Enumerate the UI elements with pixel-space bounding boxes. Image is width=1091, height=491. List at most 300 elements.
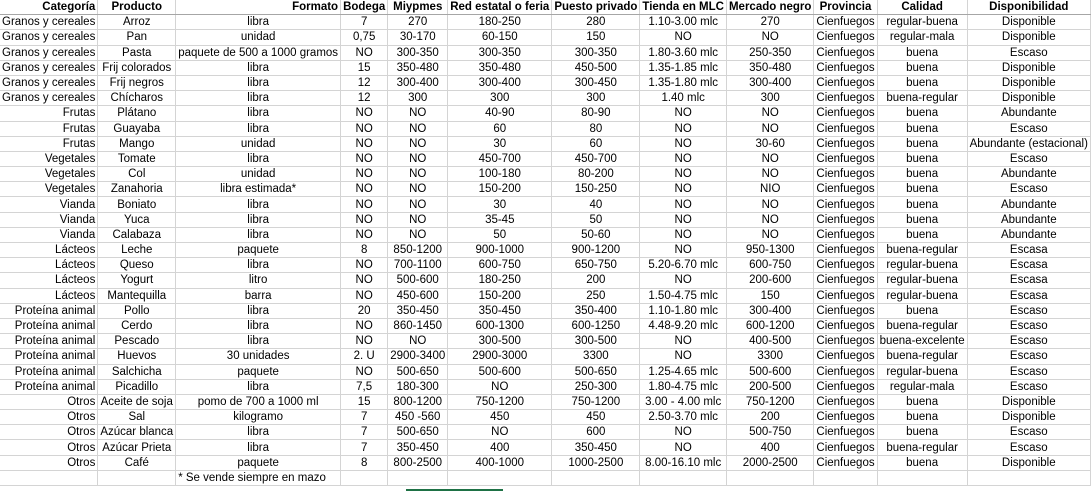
table-cell[interactable]: 500-600 (448, 364, 552, 379)
table-cell[interactable]: 30 unidades (176, 349, 341, 364)
table-cell[interactable]: Salchicha (98, 364, 176, 379)
table-cell[interactable]: 150 (726, 288, 813, 303)
table-cell[interactable]: regular-buena (877, 288, 967, 303)
table-cell[interactable]: 450-700 (552, 151, 640, 166)
table-cell[interactable]: NO (388, 106, 448, 121)
table-cell[interactable]: 3300 (552, 349, 640, 364)
table-cell[interactable]: Disponible (967, 91, 1090, 106)
table-cell[interactable]: NO (388, 197, 448, 212)
table-cell[interactable]: 500-600 (726, 364, 813, 379)
table-cell[interactable]: 350-450 (388, 303, 448, 318)
table-cell[interactable]: 40-90 (448, 106, 552, 121)
table-cell[interactable]: Pescado (98, 334, 176, 349)
table-cell[interactable]: Cienfuegos (814, 45, 877, 60)
table-cell[interactable]: 250-300 (552, 379, 640, 394)
table-cell[interactable]: paquete (176, 455, 341, 470)
table-cell[interactable]: Disponible (967, 75, 1090, 90)
table-cell[interactable]: 600-750 (726, 258, 813, 273)
table-cell[interactable]: libra (176, 334, 341, 349)
table-cell[interactable]: 450 -560 (388, 410, 448, 425)
table-cell[interactable]: Cienfuegos (814, 75, 877, 90)
table-cell[interactable]: libra (176, 91, 341, 106)
table-cell[interactable]: 900-1200 (552, 243, 640, 258)
table-cell[interactable]: NO (640, 106, 727, 121)
table-cell[interactable]: buena (877, 136, 967, 151)
table-cell[interactable]: 450-600 (388, 288, 448, 303)
table-cell[interactable]: pomo de 700 a 1000 ml (176, 394, 341, 409)
column-header[interactable]: Miypmes (388, 0, 448, 15)
table-cell[interactable]: 60-150 (448, 30, 552, 45)
table-cell[interactable]: NO (640, 212, 727, 227)
table-cell[interactable]: 7,5 (341, 379, 388, 394)
table-cell[interactable]: Aceite de soja (98, 394, 176, 409)
table-cell[interactable]: libra (176, 440, 341, 455)
table-cell[interactable]: 150-250 (552, 182, 640, 197)
table-cell[interactable]: buena (877, 45, 967, 60)
table-cell[interactable]: unidad (176, 136, 341, 151)
table-cell[interactable]: Cerdo (98, 318, 176, 333)
table-cell[interactable]: buena (877, 121, 967, 136)
table-cell[interactable]: NO (341, 197, 388, 212)
table-cell[interactable]: Disponible (967, 394, 1090, 409)
table-cell[interactable]: Cienfuegos (814, 258, 877, 273)
table-cell[interactable]: 30-170 (388, 30, 448, 45)
table-cell[interactable]: Cienfuegos (814, 15, 877, 30)
table-cell[interactable]: NO (388, 136, 448, 151)
table-cell[interactable]: 300 (726, 91, 813, 106)
table-cell[interactable]: Calabaza (98, 227, 176, 242)
table-cell[interactable]: Cienfuegos (814, 136, 877, 151)
table-cell[interactable]: Cienfuegos (814, 379, 877, 394)
table-cell[interactable]: Vegetales (0, 151, 98, 166)
table-cell[interactable]: Escaso (967, 318, 1090, 333)
table-cell[interactable]: 300-500 (448, 334, 552, 349)
table-cell[interactable]: Otros (0, 440, 98, 455)
table-cell[interactable]: libra (176, 379, 341, 394)
table-cell[interactable]: buena-regular (877, 318, 967, 333)
table-cell[interactable]: buena (877, 394, 967, 409)
table-cell[interactable]: Azúcar blanca (98, 425, 176, 440)
table-cell[interactable]: 500-650 (388, 364, 448, 379)
table-cell[interactable]: Granos y cereales (0, 60, 98, 75)
table-cell[interactable]: unidad (176, 30, 341, 45)
table-cell[interactable]: 300-350 (552, 45, 640, 60)
table-cell[interactable]: Disponible (967, 60, 1090, 75)
table-cell[interactable]: NO (388, 151, 448, 166)
table-cell[interactable]: 350-400 (552, 303, 640, 318)
table-cell[interactable]: Cienfuegos (814, 121, 877, 136)
table-cell[interactable]: Cienfuegos (814, 303, 877, 318)
table-cell[interactable]: NO (640, 136, 727, 151)
table-cell[interactable]: NO (341, 227, 388, 242)
table-cell[interactable]: 7 (341, 440, 388, 455)
table-cell[interactable]: Frutas (0, 106, 98, 121)
table-cell[interactable]: 800-1200 (388, 394, 448, 409)
table-cell[interactable]: Otros (0, 425, 98, 440)
table-cell[interactable]: Frutas (0, 121, 98, 136)
table-cell[interactable]: Pasta (98, 45, 176, 60)
table-cell[interactable]: kilogramo (176, 410, 341, 425)
table-cell[interactable]: regular-buena (877, 258, 967, 273)
table-cell[interactable]: NO (388, 227, 448, 242)
table-cell[interactable]: 1.80-3.60 mlc (640, 45, 727, 60)
table-cell[interactable]: Frij colorados (98, 60, 176, 75)
table-cell[interactable]: 400-500 (726, 334, 813, 349)
table-cell[interactable]: Cienfuegos (814, 30, 877, 45)
table-cell[interactable]: buena (877, 227, 967, 242)
empty-cell[interactable] (448, 470, 552, 485)
table-cell[interactable]: 650-750 (552, 258, 640, 273)
table-cell[interactable]: Escaso (967, 440, 1090, 455)
table-cell[interactable]: Escaso (967, 349, 1090, 364)
column-header[interactable]: Red estatal o feria (448, 0, 552, 15)
table-cell[interactable]: NO (640, 273, 727, 288)
table-cell[interactable]: 300-450 (552, 75, 640, 90)
table-cell[interactable]: Azúcar Prieta (98, 440, 176, 455)
table-cell[interactable]: Disponible (967, 455, 1090, 470)
table-cell[interactable]: Yuca (98, 212, 176, 227)
table-cell[interactable]: 15 (341, 394, 388, 409)
table-cell[interactable]: Frutas (0, 136, 98, 151)
table-cell[interactable]: regular-mala (877, 30, 967, 45)
table-cell[interactable]: 300-350 (448, 45, 552, 60)
table-cell[interactable]: Cienfuegos (814, 91, 877, 106)
table-cell[interactable]: libra (176, 212, 341, 227)
table-cell[interactable]: 80-90 (552, 106, 640, 121)
column-header[interactable]: Mercado negro (726, 0, 813, 15)
table-cell[interactable]: NO (726, 197, 813, 212)
table-cell[interactable]: NO (640, 227, 727, 242)
table-cell[interactable]: 500-600 (388, 273, 448, 288)
table-cell[interactable]: 180-250 (448, 15, 552, 30)
table-cell[interactable]: 450-700 (448, 151, 552, 166)
table-cell[interactable]: Granos y cereales (0, 15, 98, 30)
table-cell[interactable]: 1.50-4.75 mlc (640, 288, 727, 303)
table-cell[interactable]: libra (176, 318, 341, 333)
table-cell[interactable]: 860-1450 (388, 318, 448, 333)
table-cell[interactable]: 600 (552, 425, 640, 440)
empty-cell[interactable] (640, 470, 727, 485)
table-cell[interactable]: NO (640, 440, 727, 455)
table-cell[interactable]: 7 (341, 425, 388, 440)
table-cell[interactable]: Disponible (967, 410, 1090, 425)
table-cell[interactable]: Escaso (967, 425, 1090, 440)
table-cell[interactable]: NO (726, 151, 813, 166)
table-cell[interactable]: Disponible (967, 15, 1090, 30)
table-cell[interactable]: 400 (448, 440, 552, 455)
table-cell[interactable]: 200-600 (726, 273, 813, 288)
table-cell[interactable]: Leche (98, 243, 176, 258)
table-cell[interactable]: Vianda (0, 212, 98, 227)
table-cell[interactable]: paquete de 500 a 1000 gramos (176, 45, 341, 60)
table-cell[interactable]: 150 (552, 30, 640, 45)
table-cell[interactable]: Granos y cereales (0, 30, 98, 45)
table-cell[interactable]: buena-regular (877, 91, 967, 106)
table-cell[interactable]: Escasa (967, 288, 1090, 303)
table-cell[interactable]: libra (176, 60, 341, 75)
table-cell[interactable]: Escaso (967, 364, 1090, 379)
table-cell[interactable]: 8 (341, 243, 388, 258)
table-cell[interactable]: Frij negros (98, 75, 176, 90)
table-cell[interactable]: Escasa (967, 258, 1090, 273)
table-cell[interactable]: 500-650 (552, 364, 640, 379)
table-cell[interactable]: Abundante (967, 212, 1090, 227)
table-cell[interactable]: NO (341, 364, 388, 379)
table-cell[interactable]: 2. U (341, 349, 388, 364)
table-cell[interactable]: 80-200 (552, 167, 640, 182)
table-cell[interactable]: Sal (98, 410, 176, 425)
table-cell[interactable]: 450-500 (552, 60, 640, 75)
table-cell[interactable]: NO (341, 288, 388, 303)
table-cell[interactable]: Cienfuegos (814, 60, 877, 75)
table-cell[interactable]: libra (176, 151, 341, 166)
table-cell[interactable]: 3300 (726, 349, 813, 364)
table-cell[interactable]: Cienfuegos (814, 197, 877, 212)
empty-cell[interactable] (877, 470, 967, 485)
table-cell[interactable]: 150-200 (448, 288, 552, 303)
table-cell[interactable]: Mantequilla (98, 288, 176, 303)
table-cell[interactable]: 300-500 (552, 334, 640, 349)
table-cell[interactable]: buena (877, 197, 967, 212)
table-cell[interactable]: buena-regular (877, 243, 967, 258)
table-cell[interactable]: 1.40 mlc (640, 91, 727, 106)
column-header[interactable]: Puesto privado (552, 0, 640, 15)
table-cell[interactable]: 60 (448, 121, 552, 136)
table-cell[interactable]: 1.35-1.85 mlc (640, 60, 727, 75)
table-cell[interactable]: 300-400 (448, 75, 552, 90)
table-cell[interactable]: NIO (726, 182, 813, 197)
table-cell[interactable]: NO (341, 121, 388, 136)
table-cell[interactable]: 300 (388, 91, 448, 106)
table-cell[interactable]: NO (341, 182, 388, 197)
table-cell[interactable]: Granos y cereales (0, 91, 98, 106)
table-cell[interactable]: 300 (552, 91, 640, 106)
table-cell[interactable]: 20 (341, 303, 388, 318)
column-header[interactable]: Producto (98, 0, 176, 15)
table-cell[interactable]: Abundante (967, 106, 1090, 121)
table-cell[interactable]: Proteína animal (0, 349, 98, 364)
table-cell[interactable]: 700-1100 (388, 258, 448, 273)
table-cell[interactable]: 300-350 (388, 45, 448, 60)
table-cell[interactable]: Lácteos (0, 288, 98, 303)
table-cell[interactable]: Guayaba (98, 121, 176, 136)
table-cell[interactable]: 60 (552, 136, 640, 151)
table-cell[interactable]: buena (877, 167, 967, 182)
table-cell[interactable]: Vianda (0, 197, 98, 212)
table-cell[interactable]: Chícharos (98, 91, 176, 106)
table-cell[interactable]: Tomate (98, 151, 176, 166)
table-cell[interactable]: libra (176, 425, 341, 440)
table-cell[interactable]: NO (640, 182, 727, 197)
empty-cell[interactable] (967, 470, 1090, 485)
table-cell[interactable]: NO (341, 136, 388, 151)
table-cell[interactable]: Vegetales (0, 167, 98, 182)
table-cell[interactable]: 30 (448, 136, 552, 151)
column-header[interactable]: Provincia (814, 0, 877, 15)
table-cell[interactable]: Otros (0, 455, 98, 470)
table-cell[interactable]: 270 (388, 15, 448, 30)
table-cell[interactable]: NO (726, 227, 813, 242)
table-cell[interactable]: NO (640, 334, 727, 349)
table-cell[interactable]: 2.50-3.70 mlc (640, 410, 727, 425)
table-cell[interactable]: Vegetales (0, 182, 98, 197)
table-cell[interactable]: NO (341, 167, 388, 182)
table-cell[interactable]: buena (877, 182, 967, 197)
table-cell[interactable]: Escaso (967, 182, 1090, 197)
table-cell[interactable]: 300-400 (726, 75, 813, 90)
table-cell[interactable]: Proteína animal (0, 379, 98, 394)
table-cell[interactable]: 600-1200 (726, 318, 813, 333)
table-cell[interactable]: 2900-3400 (388, 349, 448, 364)
table-cell[interactable]: 1.80-4.75 mlc (640, 379, 727, 394)
table-cell[interactable]: 400-1000 (448, 455, 552, 470)
table-cell[interactable]: 600-1250 (552, 318, 640, 333)
table-cell[interactable]: Lácteos (0, 258, 98, 273)
table-cell[interactable]: NO (341, 273, 388, 288)
table-cell[interactable]: 280 (552, 15, 640, 30)
table-cell[interactable]: NO (341, 258, 388, 273)
empty-cell[interactable] (388, 470, 448, 485)
table-cell[interactable]: 80 (552, 121, 640, 136)
empty-cell[interactable] (341, 470, 388, 485)
table-cell[interactable]: libra (176, 258, 341, 273)
table-cell[interactable]: libra (176, 106, 341, 121)
table-cell[interactable]: 300-400 (388, 75, 448, 90)
table-cell[interactable]: NO (388, 334, 448, 349)
table-cell[interactable]: 8.00-16.10 mlc (640, 455, 727, 470)
table-cell[interactable]: Granos y cereales (0, 75, 98, 90)
table-cell[interactable]: Cienfuegos (814, 394, 877, 409)
table-cell[interactable]: 5.20-6.70 mlc (640, 258, 727, 273)
table-cell[interactable]: 2000-2500 (726, 455, 813, 470)
empty-cell[interactable] (814, 470, 877, 485)
table-cell[interactable]: NO (341, 151, 388, 166)
table-cell[interactable]: 12 (341, 75, 388, 90)
table-cell[interactable]: Cienfuegos (814, 349, 877, 364)
table-cell[interactable]: Abundante (967, 227, 1090, 242)
table-cell[interactable]: 850-1200 (388, 243, 448, 258)
table-cell[interactable]: NO (388, 212, 448, 227)
table-cell[interactable]: Yogurt (98, 273, 176, 288)
table-cell[interactable]: Escaso (967, 303, 1090, 318)
empty-cell[interactable] (98, 470, 176, 485)
table-cell[interactable]: libra (176, 75, 341, 90)
table-cell[interactable]: Otros (0, 410, 98, 425)
table-cell[interactable]: buena (877, 303, 967, 318)
table-cell[interactable]: Escaso (967, 121, 1090, 136)
table-cell[interactable]: 300-400 (726, 303, 813, 318)
table-cell[interactable]: NO (726, 167, 813, 182)
table-cell[interactable]: Granos y cereales (0, 45, 98, 60)
table-cell[interactable]: 0,75 (341, 30, 388, 45)
table-cell[interactable]: Escasa (967, 243, 1090, 258)
table-cell[interactable]: NO (388, 121, 448, 136)
table-cell[interactable]: Proteína animal (0, 364, 98, 379)
table-cell[interactable]: Cienfuegos (814, 151, 877, 166)
table-cell[interactable]: 950-1300 (726, 243, 813, 258)
table-cell[interactable]: Lácteos (0, 243, 98, 258)
table-cell[interactable]: 15 (341, 60, 388, 75)
table-cell[interactable]: Cienfuegos (814, 440, 877, 455)
table-cell[interactable]: NO (640, 349, 727, 364)
table-cell[interactable]: 200 (552, 273, 640, 288)
table-cell[interactable]: Proteína animal (0, 303, 98, 318)
table-cell[interactable]: 12 (341, 91, 388, 106)
table-cell[interactable]: Escasa (967, 273, 1090, 288)
table-cell[interactable]: 300 (448, 91, 552, 106)
table-cell[interactable]: Escaso (967, 151, 1090, 166)
table-cell[interactable]: 180-300 (388, 379, 448, 394)
column-header[interactable]: Bodega (341, 0, 388, 15)
table-cell[interactable]: NO (341, 212, 388, 227)
table-cell[interactable]: Proteína animal (0, 334, 98, 349)
table-cell[interactable]: 800-2500 (388, 455, 448, 470)
table-cell[interactable]: regular-buena (877, 364, 967, 379)
table-cell[interactable]: paquete (176, 243, 341, 258)
table-cell[interactable]: 750-1200 (448, 394, 552, 409)
table-cell[interactable]: regular-buena (877, 273, 967, 288)
table-cell[interactable]: buena-excelente (877, 334, 967, 349)
table-cell[interactable]: 1.25-4.65 mlc (640, 364, 727, 379)
table-cell[interactable]: buena (877, 60, 967, 75)
table-cell[interactable]: NO (640, 151, 727, 166)
table-cell[interactable]: 350-480 (448, 60, 552, 75)
table-cell[interactable]: 200 (726, 410, 813, 425)
table-cell[interactable]: Arroz (98, 15, 176, 30)
table-cell[interactable]: Cienfuegos (814, 273, 877, 288)
table-cell[interactable]: 350-450 (388, 440, 448, 455)
table-cell[interactable]: libra (176, 303, 341, 318)
table-cell[interactable]: 500-650 (388, 425, 448, 440)
table-cell[interactable]: buena-regular (877, 440, 967, 455)
table-cell[interactable]: Cienfuegos (814, 167, 877, 182)
table-cell[interactable]: 180-250 (448, 273, 552, 288)
table-cell[interactable]: Disponible (967, 30, 1090, 45)
column-header[interactable]: Disponibilidad (967, 0, 1090, 15)
table-cell[interactable]: buena (877, 75, 967, 90)
column-header[interactable]: Formato (176, 0, 341, 15)
table-cell[interactable]: Pollo (98, 303, 176, 318)
table-cell[interactable]: NO (726, 121, 813, 136)
table-cell[interactable]: Cienfuegos (814, 227, 877, 242)
table-cell[interactable]: Cienfuegos (814, 212, 877, 227)
table-cell[interactable]: Zanahoria (98, 182, 176, 197)
table-cell[interactable]: buena (877, 425, 967, 440)
table-cell[interactable]: NO (726, 106, 813, 121)
table-cell[interactable]: 7 (341, 15, 388, 30)
table-cell[interactable]: Cienfuegos (814, 318, 877, 333)
table-cell[interactable]: 35-45 (448, 212, 552, 227)
table-cell[interactable]: Cienfuegos (814, 334, 877, 349)
table-cell[interactable]: Escaso (967, 379, 1090, 394)
table-cell[interactable]: NO (640, 167, 727, 182)
table-cell[interactable]: NO (640, 121, 727, 136)
table-cell[interactable]: Plátano (98, 106, 176, 121)
table-cell[interactable]: 750-1200 (552, 394, 640, 409)
table-cell[interactable]: barra (176, 288, 341, 303)
table-cell[interactable]: 600-750 (448, 258, 552, 273)
footnote-cell[interactable]: * Se vende siempre en mazo (176, 470, 341, 485)
table-cell[interactable]: libra (176, 15, 341, 30)
table-cell[interactable]: Abundante (967, 197, 1090, 212)
table-cell[interactable]: litro (176, 273, 341, 288)
table-cell[interactable]: 30 (448, 197, 552, 212)
table-cell[interactable]: NO (448, 379, 552, 394)
table-cell[interactable]: 1000-2500 (552, 455, 640, 470)
table-cell[interactable]: Otros (0, 394, 98, 409)
table-cell[interactable]: Huevos (98, 349, 176, 364)
table-cell[interactable]: 200-500 (726, 379, 813, 394)
